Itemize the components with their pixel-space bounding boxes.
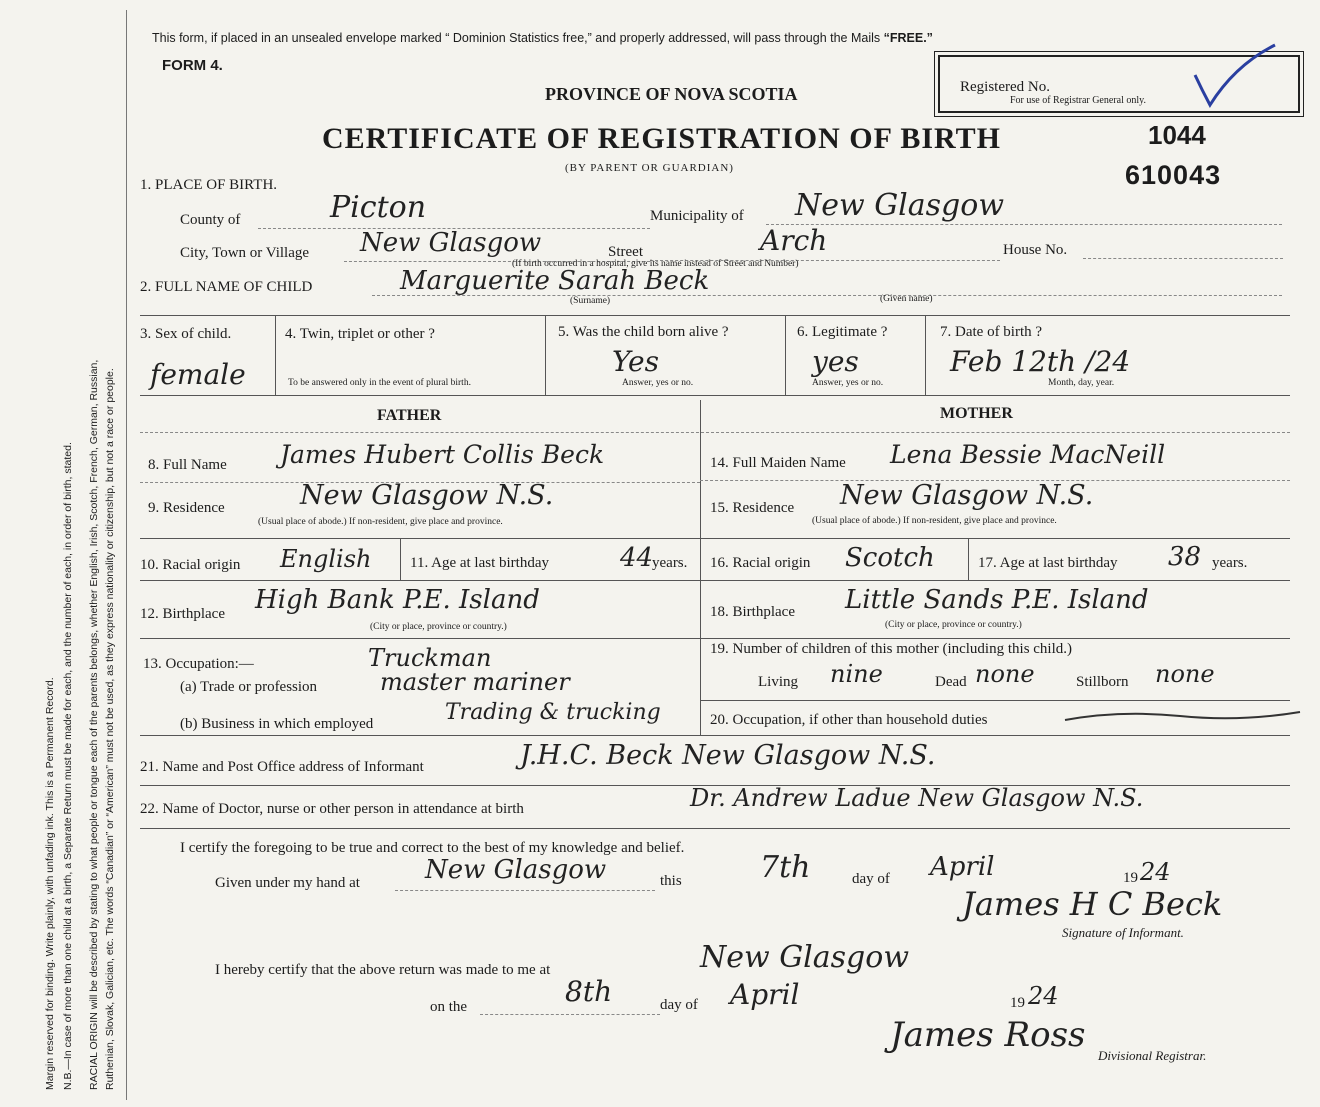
informant-value: J.H.C. Beck New Glasgow N.S. <box>520 740 936 771</box>
mother-occupation-dash <box>1060 700 1310 730</box>
street-value: Arch <box>760 224 828 257</box>
margin-note-racial-origin-cont: Ruthenian, Slovak, Galician, etc. The words “Canadian” or “American” must not be used, as they express nationality or citizenship, but not a race or people. <box>104 368 116 1090</box>
mother-birthplace-note: (City or place, province or country.) <box>885 620 1022 630</box>
house-no-label: House No. <box>1003 242 1068 258</box>
registrar-year-value: 24 <box>1028 982 1059 1010</box>
father-name-label: 8. Full Name <box>148 457 227 473</box>
given-this-label: this <box>660 873 682 889</box>
born-alive-note: Answer, yes or no. <box>622 378 694 388</box>
registrar-year-prefix: 19 <box>1010 995 1025 1011</box>
mother-years-label: years. <box>1212 555 1248 571</box>
given-place-value: New Glasgow <box>425 855 607 885</box>
province-heading: PROVINCE OF NOVA SCOTIA <box>545 84 798 104</box>
registrar-statement: I hereby certify that the above return was made to me at <box>215 962 551 978</box>
registration-number-stamp: 610043 <box>1125 160 1222 190</box>
mother-name-value: Lena Bessie MacNeill <box>890 440 1166 469</box>
father-age-label: 11. Age at last birthday <box>410 555 549 571</box>
city-label: City, Town or Village <box>180 245 310 261</box>
registrar-on-label: on the <box>430 999 468 1015</box>
informant-signature-label: Signature of Informant. <box>1062 925 1184 940</box>
sex-value: female <box>150 358 246 391</box>
sex-label: 3. Sex of child. <box>140 326 232 342</box>
twin-note: To be answered only in the event of plural birth. <box>288 378 471 388</box>
born-alive-label: 5. Was the child born alive ? <box>558 324 729 340</box>
mother-age-label: 17. Age at last birthday <box>978 555 1118 571</box>
dob-note: Month, day, year. <box>1048 378 1115 388</box>
mail-notice: This form, if placed in an unsealed envelope marked “ Dominion Statistics free,” and properly addressed, will pass through the Mails “FREE.” <box>152 31 933 45</box>
given-month-value: April <box>930 852 995 882</box>
certificate-title: CERTIFICATE OF REGISTRATION OF BIRTH <box>322 122 1001 155</box>
given-under-label: Given under my hand at <box>215 875 360 891</box>
given-year-prefix: 19 <box>1123 870 1138 886</box>
father-birthplace-value: High Bank P.E. Island <box>255 585 540 615</box>
margin-note-binding: Margin reserved for binding. Write plainly, with unfading ink. This is a Permanent Record. <box>44 677 56 1090</box>
father-name-value: James Hubert Collis Beck <box>280 440 605 469</box>
doctor-value: Dr. Andrew Ladue New Glasgow N.S. <box>690 784 1144 812</box>
child-name-value: Marguerite Sarah Beck <box>400 266 710 296</box>
registrar-day-value: 8th <box>565 975 613 1008</box>
mother-dead-value: none <box>975 660 1035 688</box>
mother-birthplace-value: Little Sands P.E. Island <box>845 585 1149 615</box>
born-alive-value: Yes <box>612 345 659 378</box>
father-trade-label: (a) Trade or profession <box>180 679 318 695</box>
mother-name-label: 14. Full Maiden Name <box>710 455 846 471</box>
county-value: Picton <box>330 190 427 225</box>
margin-note-racial-origin: RACIAL ORIGIN will be described by stating to what people or tongue each of the parents belongs, whether English, Irish, Scotch, French, German, Russian, <box>88 359 100 1090</box>
informant-signature: James H C Beck <box>962 885 1223 923</box>
father-residence-value: New Glasgow N.S. <box>300 480 554 511</box>
mother-residence-note: (Usual place of abode.) If non-resident, give place and province. <box>812 516 1057 526</box>
father-trade-value: master mariner <box>380 668 570 696</box>
county-label: County of <box>180 212 241 228</box>
registrar-place-value: New Glasgow <box>700 940 910 975</box>
registered-no-note: For use of Registrar General only. <box>1010 95 1146 106</box>
father-occupation-value: Truckman <box>368 644 492 672</box>
registrar-month-value: April <box>730 978 800 1011</box>
informant-label: 21. Name and Post Office address of Informant <box>140 759 424 775</box>
registrar-signature: James Ross <box>890 1015 1086 1055</box>
father-occupation-label: 13. Occupation:— <box>143 656 254 672</box>
municipality-value: New Glasgow <box>795 188 1005 223</box>
registered-no-label: Registered No. <box>960 79 1050 95</box>
registration-number-top: 1044 <box>1148 120 1206 150</box>
father-age-value: 44 <box>620 543 654 573</box>
dob-label: 7. Date of birth ? <box>940 324 1043 340</box>
father-years-label: years. <box>652 555 688 571</box>
hospital-note: (If birth occurred in a hospital, give its name instead of Street and Number) <box>512 259 799 269</box>
legitimate-label: 6. Legitimate ? <box>797 324 888 340</box>
father-business-label: (b) Business in which employed <box>180 716 374 732</box>
given-year-value: 24 <box>1140 858 1171 886</box>
father-racial-value: English <box>280 545 372 573</box>
mother-living-value: nine <box>830 660 883 688</box>
street-label: Street <box>608 244 643 260</box>
mother-racial-label: 16. Racial origin <box>710 555 811 571</box>
given-day-value: 7th <box>760 850 811 885</box>
mother-dead-label: Dead <box>935 674 967 690</box>
city-value: New Glasgow <box>360 228 542 258</box>
father-business-value: Trading & trucking <box>445 700 661 725</box>
child-name-label: 2. FULL NAME OF CHILD <box>140 279 313 295</box>
mother-age-value: 38 <box>1168 542 1202 572</box>
father-residence-note: (Usual place of abode.) If non-resident, give place and province. <box>258 517 503 527</box>
certification-statement: I certify the foregoing to be true and correct to the best of my knowledge and belief. <box>180 840 685 856</box>
registrar-day-of-label: day of <box>660 997 698 1013</box>
mother-birthplace-label: 18. Birthplace <box>710 604 795 620</box>
surname-note: (Surname) <box>570 296 611 306</box>
mother-occupation-label: 20. Occupation, if other than household duties <box>710 712 988 728</box>
place-of-birth-label: 1. PLACE OF BIRTH. <box>140 177 278 193</box>
given-name-note: (Given name) <box>880 294 933 304</box>
dob-value: Feb 12th /24 <box>950 345 1131 378</box>
father-birthplace-label: 12. Birthplace <box>140 606 225 622</box>
mother-living-label: Living <box>758 674 798 690</box>
father-racial-label: 10. Racial origin <box>140 557 241 573</box>
legitimate-value: yes <box>812 345 859 378</box>
father-birthplace-note: (City or place, province or country.) <box>370 622 507 632</box>
doctor-label: 22. Name of Doctor, nurse or other person in attendance at birth <box>140 801 524 817</box>
municipality-label: Municipality of <box>650 208 744 224</box>
mother-residence-value: New Glasgow N.S. <box>840 480 1094 511</box>
mother-stillborn-label: Stillborn <box>1076 674 1129 690</box>
mother-heading: MOTHER <box>940 405 1013 422</box>
legitimate-note: Answer, yes or no. <box>812 378 884 388</box>
margin-note-plural-birth: N.B.—In case of more than one child at a birth, a Separate Return must be made for each, and the number of each, in order of birth, stated. <box>62 442 74 1090</box>
father-heading: FATHER <box>377 407 442 424</box>
form-number: FORM 4. <box>162 57 223 74</box>
mother-children-label: 19. Number of children of this mother (including this child.) <box>710 641 1073 657</box>
given-day-of-label: day of <box>852 871 890 887</box>
mother-residence-label: 15. Residence <box>710 500 795 516</box>
registrar-signature-label: Divisional Registrar. <box>1098 1048 1207 1063</box>
father-residence-label: 9. Residence <box>148 500 225 516</box>
mother-stillborn-value: none <box>1155 660 1215 688</box>
check-mark-icon <box>1180 35 1280 115</box>
margin-divider <box>126 10 127 1100</box>
mother-racial-value: Scotch <box>845 543 935 573</box>
twin-label: 4. Twin, triplet or other ? <box>285 326 435 342</box>
certificate-subtitle: (BY PARENT OR GUARDIAN) <box>565 162 734 174</box>
